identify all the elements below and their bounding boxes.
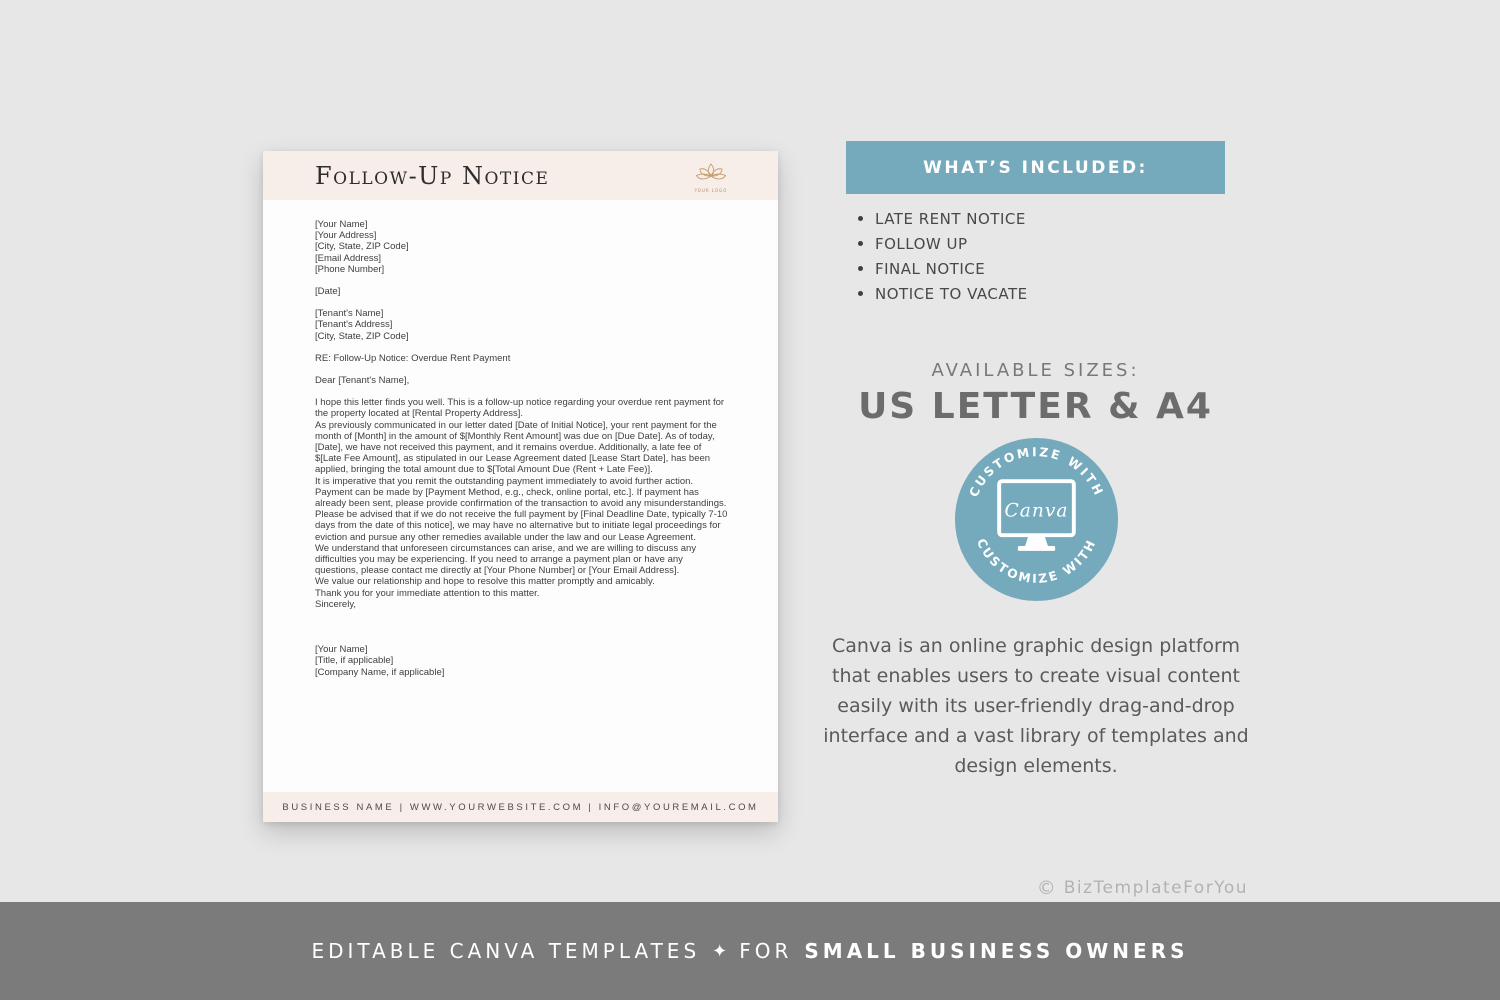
letter-line: [Phone Number] [315, 263, 385, 275]
letter-footer-band: BUSINESS NAME | WWW.YOURWEBSITE.COM | INFO@YOUREMAIL.COM [263, 792, 778, 822]
included-item: NOTICE TO VACATE [856, 285, 1028, 303]
banner-text-bold: SMALL BUSINESS OWNERS [804, 939, 1189, 963]
bottom-banner [0, 902, 1500, 1000]
letter-preview [263, 151, 778, 822]
letter-paragraph: We understand that unforeseen circumstances can arise, and we are willing to discuss any difficulties you may be experiencing. If you need to arrange a payment plan or have any questions, please contact me directly at [Your Phone Number] or [Your Email Address]. [315, 542, 697, 577]
banner-text-for: FOR [739, 939, 793, 963]
letter-line: [City, State, ZIP Code] [315, 241, 409, 253]
date-line: [Date] [315, 286, 341, 298]
letter-line: [Company Name, if applicable] [315, 666, 445, 678]
letter-paragraphs [315, 397, 728, 599]
logo-block [694, 163, 728, 193]
included-item: FINAL NOTICE [856, 260, 1028, 278]
watermark [1037, 877, 1248, 899]
sender-address-block [315, 219, 728, 275]
letter-paragraph: It is imperative that you remit the outstanding payment immediately to avoid further action. Payment can be made by [Payment Method, e.g., check, online portal, etc.]. If payment has already been sent, please provide confirmation of the transaction to avoid any misunderstandings. [315, 475, 727, 510]
letter-header-band [263, 151, 778, 200]
available-sizes-value: US LETTER & A4 [858, 386, 1213, 427]
badge-arc-bottom-text: CUSTOMIZE WITH [973, 536, 1100, 587]
customize-with-canva-badge [953, 436, 1120, 603]
badge-arc-top-text: CUSTOMIZE WITH [966, 445, 1107, 500]
re-subject-line: RE: Follow-Up Notice: Overdue Rent Payment [315, 352, 511, 364]
letter-paragraph: As previously communicated in our letter dated [Date of Initial Notice], your rent payment for the month of [Month] in the amount of $[Monthly Rent Amount] was due on [Due Date]. As of today, [Date], we have not received this payment, and it remains overdue. Additionally, a late fee of $[Late Fee Amount], as stipulated in our Lease Agreement dated [Lease Start Date], has been applied, bringing the total amount due to $[Total Amount Due (Rent + Late Fee)]. [315, 419, 717, 476]
canva-description: Canva is an online graphic design platform that enables users to create visual content easily with its user-friendly drag-and-drop interface and a vast library of templates and design elements. [823, 635, 1249, 777]
recipient-address-block [315, 308, 728, 342]
included-item: FOLLOW UP [856, 235, 1028, 253]
copyright-icon: © [1036, 877, 1056, 899]
letter-paragraph: Thank you for your immediate attention to this matter. [315, 587, 540, 599]
whats-included-header [846, 141, 1225, 194]
letter-title: Follow-Up Notice [315, 161, 550, 190]
letter-line: [Title, if applicable] [315, 655, 394, 667]
letter-line: [Tenant's Name] [315, 308, 384, 320]
letter-line: [Email Address] [315, 252, 381, 264]
sparkle-icon: ✦ [712, 940, 728, 962]
included-items-list [856, 210, 1028, 310]
letter-paragraph: We value our relationship and hope to resolve this matter promptly and amicably. [315, 576, 655, 588]
salutation-line: Dear [Tenant's Name], [315, 375, 410, 387]
lotus-logo-icon [694, 163, 728, 187]
watermark-text: BizTemplateForYou [1063, 878, 1248, 898]
whats-included-title: WHAT’S INCLUDED: [923, 157, 1148, 178]
letter-line: [City, State, ZIP Code] [315, 330, 409, 342]
letter-line: [Your Name] [315, 644, 368, 656]
included-item: LATE RENT NOTICE [856, 210, 1028, 228]
letter-line: [Your Address] [315, 230, 377, 242]
canva-brand-script: Canva [1004, 500, 1069, 522]
signature-block [315, 644, 728, 678]
banner-text-regular: EDITABLE CANVA TEMPLATES [311, 939, 701, 963]
letter-line: [Tenant's Address] [315, 319, 393, 331]
available-sizes-label: AVAILABLE SIZES: [931, 360, 1140, 381]
letter-line: [Your Name] [315, 219, 368, 230]
logo-placeholder-label: YOUR LOGO [694, 187, 728, 193]
letter-paragraph: I hope this letter finds you well. This is a follow-up notice regarding your overdue rent payment for the property located at [Rental Property Address]. [315, 397, 725, 420]
letter-paragraph: Please be advised that if we do not receive the full payment by [Final Deadline Date, typically 7-10 days from the date of this notice], we may have no alternative but to initiate legal proceedings for eviction and pursue any other remedies available under the law and our Lease Agreement. [315, 509, 728, 543]
letter-body [263, 200, 778, 678]
closing-line: Sincerely, [315, 598, 357, 610]
